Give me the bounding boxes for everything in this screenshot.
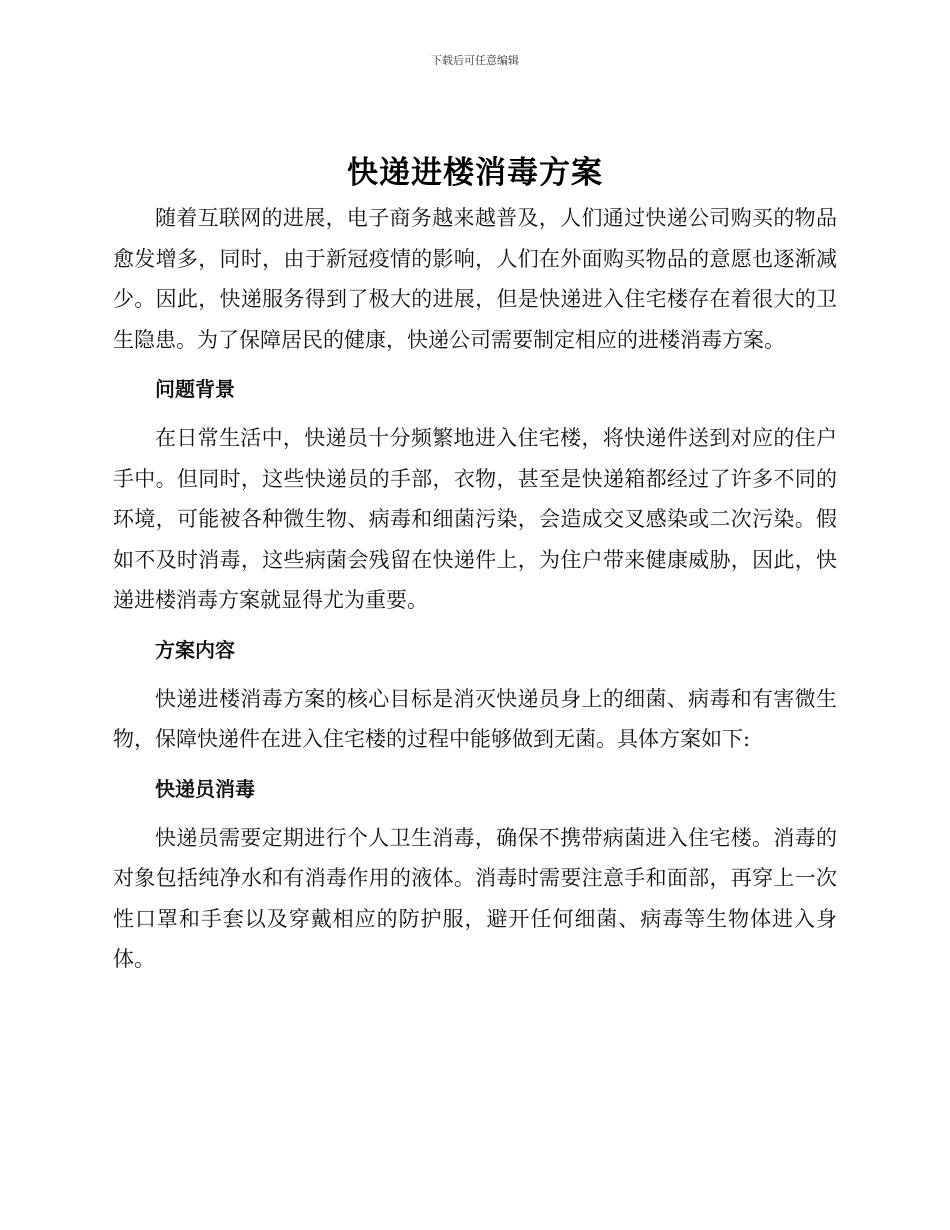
section-heading-plan: 方案内容 [155,637,235,662]
intro-paragraph: 随着互联网的进展，电子商务越来越普及，人们通过快递公司购买的物品愈发增多，同时，由于新冠疫情的影响，人们在外面购买物品的意愿也逐渐减少。因此，快递服务得到了极大的进展，但是快递进入住宅楼存在着很大的卫生隐患。为了保障居民的健康，快递公司需要制定相应的进楼消毒方案。 [113,206,837,352]
header-note: 下载后可任意编辑 [431,54,519,67]
document-body [113,148,837,980]
section-heading-background: 问题背景 [155,377,235,401]
section-body-background: 在日常生活中，快递员十分频繁地进入住宅楼，将快递件送到对应的住户手中。但同时，这些快递员的手部，衣物，甚至是快递箱都经过了许多不同的环境，可能被各种微生物、病毒和细菌污染，会造成交叉感染或二次污染。假如不及时消毒，这些病菌会残留在快递件上，为住户带来健康威胁，因此，快递进楼消毒方案就显得尤为重要。 [113,426,837,612]
document-title: 快递进楼消毒方案 [347,155,603,191]
section-heading-courier-disinfection: 快递员消毒 [155,776,255,801]
section-body-courier-disinfection: 快递员需要定期进行个人卫生消毒，确保不携带病菌进入住宅楼。消毒的对象包括纯净水和有消毒作用的液体。消毒时需要注意手和面部，再穿上一次性口罩和手套以及穿戴相应的防护服，避开任何细菌、病毒等生物体进入身体。 [113,825,837,971]
section-body-plan: 快递进楼消毒方案的核心目标是消灭快递员身上的细菌、病毒和有害微生物，保障快递件在进入住宅楼的过程中能够做到无菌。具体方案如下: [113,686,837,751]
